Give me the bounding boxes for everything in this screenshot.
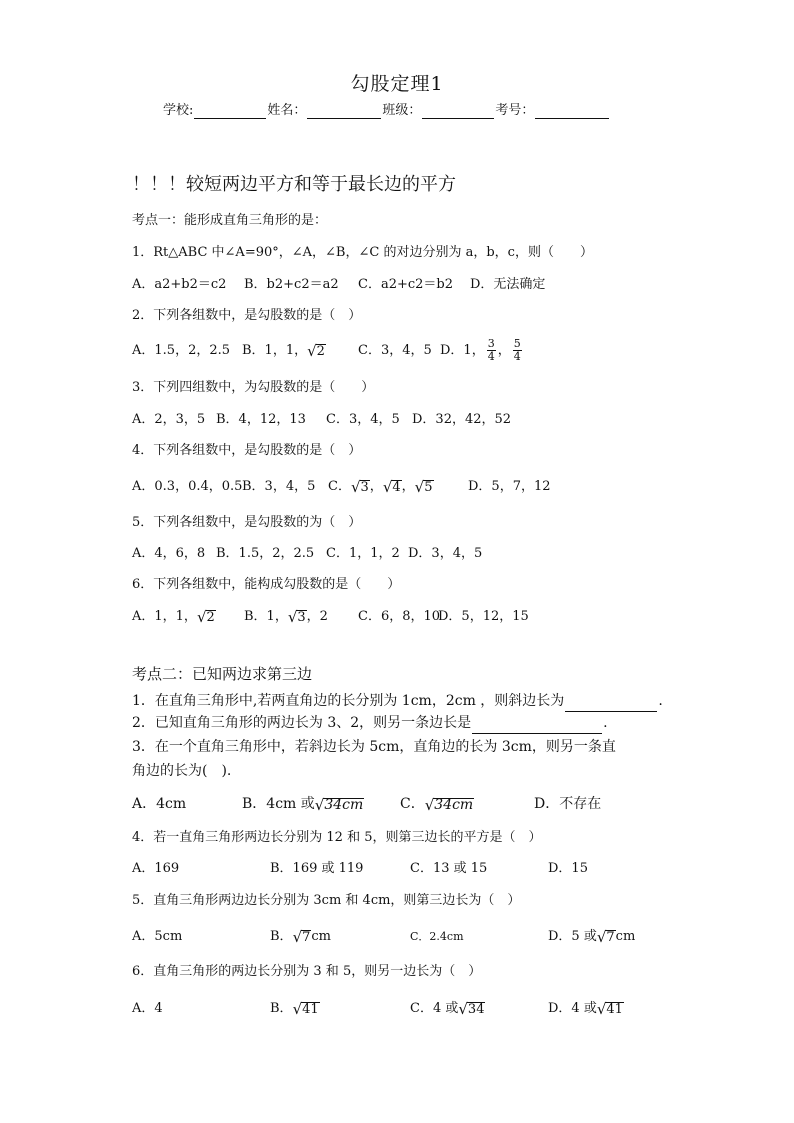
school-label: 学校: (163, 103, 194, 118)
option-c: C．2.4cm (410, 930, 464, 943)
option-d: D．5 或 √ 7 cm (548, 928, 636, 946)
option-b: B．1，1， √ 2 (242, 342, 325, 360)
school-blank[interactable] (194, 104, 266, 119)
s2-q4-stem: 4．若一直角三角形两边长分别为 12 和 5，则第三边长的平方是（ ） (132, 830, 542, 845)
option-c: C． √ 3 ， √ 4 ， √ 5 (328, 478, 433, 496)
option-a: A．4cm (132, 796, 187, 812)
class-label: 班级： (382, 103, 422, 118)
option-a: A．4 (132, 1001, 163, 1016)
option-b: B．169 或 119 (270, 861, 364, 876)
sqrt-expression: √ 4 (382, 478, 401, 496)
option-c: C．1，1，2 (326, 546, 400, 561)
option-b: B．b2+c2＝a2 (244, 277, 339, 292)
option-b: B．4cm 或 √ 34cm (242, 796, 364, 814)
option-b: B．1.5，2，2.5 (216, 546, 315, 561)
option-a: A．5cm (132, 929, 183, 944)
s2-q3-line1: 3．在一个直角三角形中，若斜边长为 5cm，直角边的长为 3cm，则另一条直 (132, 739, 616, 755)
s2-q2: 2．已知直角三角形的两边长为 3、2，则另一条边长是 . (132, 712, 608, 734)
answer-blank[interactable] (565, 696, 657, 712)
option-d: D．5，12，15 (438, 609, 529, 624)
option-d: D．4 或 √ 41 (548, 1000, 623, 1018)
option-b: B． √ 7 cm (270, 928, 332, 946)
option-c: C． √ 34cm (400, 796, 474, 814)
option-c: C．4 或 √ 34 (410, 1000, 485, 1018)
option-a: A．4，6，8 (132, 546, 206, 561)
option-b: B．4，12，13 (216, 412, 306, 427)
sqrt-expression: √ 5 (414, 478, 433, 496)
option-a: A．169 (132, 861, 180, 876)
option-c: C．3，4，5 (358, 343, 432, 358)
s1-q4-stem: 4．下列各组数中，是勾股数的是（ ） (132, 443, 362, 458)
exam-number-blank[interactable] (535, 104, 609, 119)
option-c: C．a2+c2＝b2 (358, 277, 454, 292)
section1-heading: 考点一：能形成直角三角形的是： (132, 213, 328, 228)
option-a: A．a2+b2＝c2 (132, 277, 227, 292)
sqrt-expression: √ 2 (196, 608, 215, 626)
option-c: C．3，4，5 (326, 412, 400, 427)
sqrt-expression: √ 3 (287, 608, 306, 626)
student-info-fields (163, 103, 610, 119)
section2-heading: 考点二：已知两边求第三边 (132, 665, 313, 683)
option-d: D．无法确定 (470, 277, 546, 292)
sqrt-expression: √ 41 (292, 1000, 319, 1018)
fraction: $\frac{5}{4}$ (513, 337, 521, 363)
s1-q6-stem: 6．下列各组数中，能构成勾股数的是（ ） (132, 577, 401, 592)
option-c: C．13 或 15 (410, 861, 488, 876)
name-label: 姓名： (267, 103, 307, 118)
s2-q3-line2: 角边的长为( ). (132, 763, 232, 779)
option-d: D．不存在 (534, 796, 602, 812)
option-d: D．1， $\frac{3}{4}$ ， $\frac{5}{4}$ (440, 337, 521, 363)
s1-q1-stem: 1．Rt△ABC 中∠A=90°，∠A，∠B，∠C 的对边分别为 a，b，c，则（ ） (132, 245, 593, 260)
option-c: C．6，8，10 (358, 609, 441, 624)
option-b: B．3，4，5 (242, 479, 316, 494)
option-b: B．1， √ 3 ，2 (244, 608, 328, 626)
option-d: D．3，4，5 (408, 546, 483, 561)
sqrt-expression: √ 41 (596, 1000, 623, 1018)
name-blank[interactable] (307, 104, 381, 119)
sqrt-expression: √ 7 (596, 928, 615, 946)
exam-number-label: 考号： (495, 103, 535, 118)
sqrt-expression: √ 34cm (424, 796, 474, 814)
s2-q1: 1．在直角三角形中,若两直角边的长分别为 1cm，2cm ，则斜边长为 . (132, 690, 663, 712)
option-a: A．1.5，2，2.5 (132, 343, 231, 358)
option-d: D．32，42，52 (412, 412, 512, 427)
option-a: A．1，1， √ 2 (132, 608, 215, 626)
sqrt-expression: √ 34 (458, 1000, 485, 1018)
option-a: A．2，3，5 (132, 412, 206, 427)
option-b: B． √ 41 (270, 1000, 319, 1018)
worksheet-title: 勾股定理1 (350, 73, 444, 95)
s1-q5-stem: 5．下列各组数中，是勾股数的为（ ） (132, 515, 362, 530)
answer-blank[interactable] (472, 718, 602, 734)
s2-q6-stem: 6．直角三角形的两边长分别为 3 和 5，则另一边长为（ ） (132, 964, 482, 979)
sqrt-expression: √ 2 (307, 342, 325, 360)
sqrt-expression: √ 3 (350, 478, 369, 496)
sqrt-expression: √ 7 (292, 928, 311, 946)
fraction: $\frac{3}{4}$ (487, 337, 495, 363)
class-blank[interactable] (422, 104, 494, 119)
option-d: D．15 (548, 861, 588, 876)
sqrt-expression: √ 34cm (314, 796, 364, 814)
option-a: A．0.3，0.4，0.5 (132, 479, 243, 494)
option-d: D．5，7，12 (468, 479, 551, 494)
s2-q5-stem: 5．直角三角形两边边长分别为 3cm 和 4cm，则第三边长为（ ） (132, 893, 521, 908)
s1-q2-stem: 2．下列各组数中，是勾股数的是（ ） (132, 308, 362, 323)
key-headline: ！！！较短两边平方和等于最长边的平方 (132, 174, 456, 195)
s1-q3-stem: 3．下列四组数中，为勾股数的是（ ） (132, 380, 375, 395)
